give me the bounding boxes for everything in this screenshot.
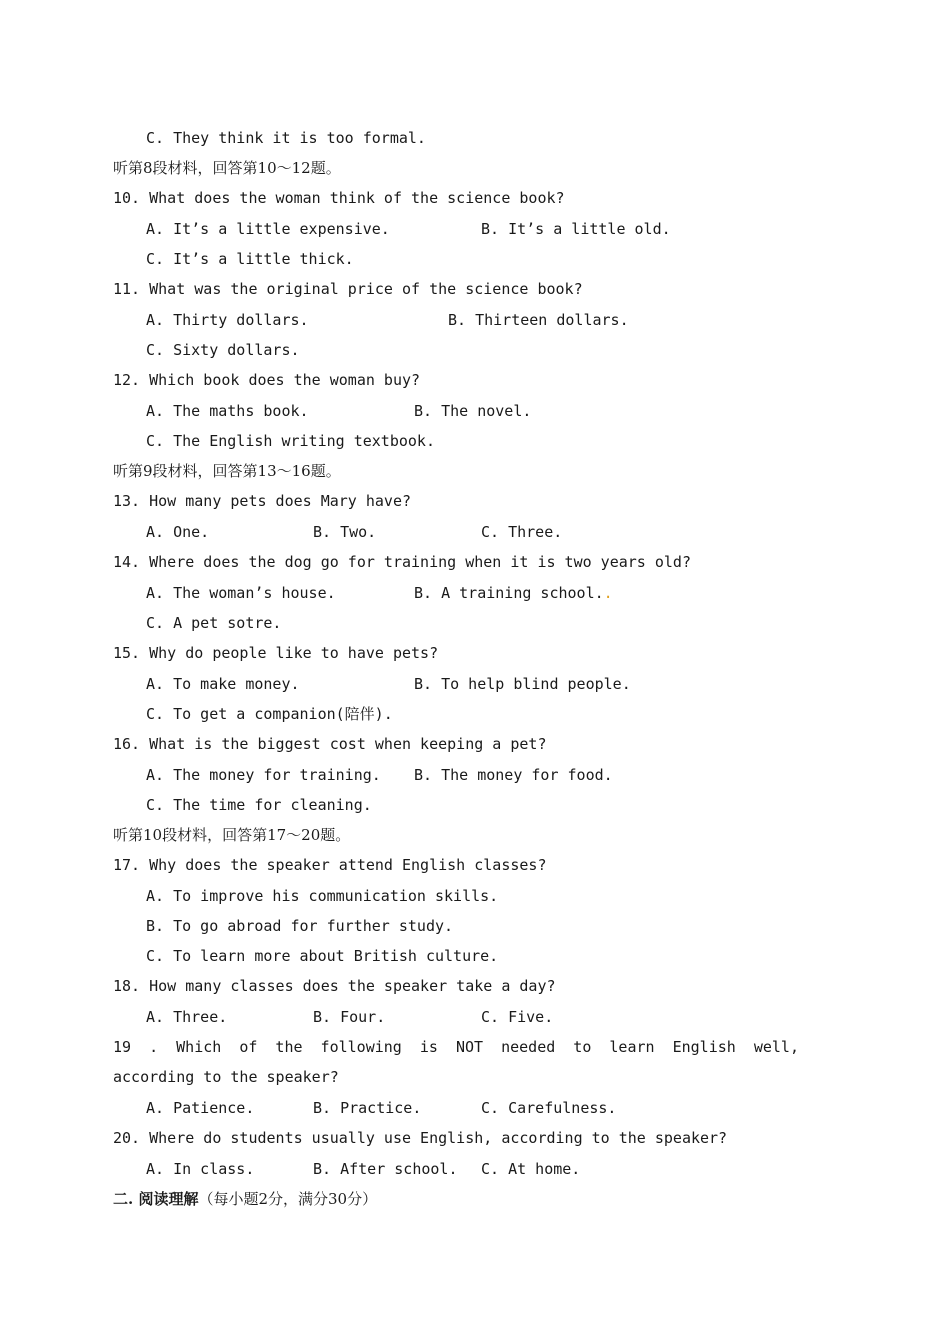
part-2-heading (113, 1189, 377, 1209)
q10-option-c: C. It’s a little thick. (146, 250, 354, 268)
q15-option-c: C. To get a companion(陪伴). (146, 705, 393, 723)
q10-stem: 10. What does the woman think of the science book? (113, 189, 565, 207)
q20-option-a: A. In class. (146, 1160, 255, 1178)
q20-option-c: C. At home. (481, 1160, 581, 1178)
q12-option-c: C. The English writing textbook. (146, 432, 435, 450)
q19-option-b: B. Practice. (313, 1099, 422, 1117)
q10-option-b: B. It’s a little old. (481, 220, 671, 238)
stray-mark: . (603, 584, 613, 602)
q19-stem-line2: according to the speaker? (113, 1068, 339, 1086)
q18-option-b: B. Four. (313, 1008, 386, 1026)
part-2-title: 二. 阅读理解 (113, 1190, 199, 1208)
part-2-scoring-note: （每小题2分，满分30分） (198, 1190, 378, 1208)
q13-stem: 13. How many pets does Mary have? (113, 492, 412, 510)
q16-stem: 16. What is the biggest cost when keeping a pet? (113, 735, 547, 753)
q11-option-b: B. Thirteen dollars. (448, 311, 629, 329)
section-10-header: 听第10段材料，回答第17～20题。 (113, 826, 351, 844)
q11-stem: 11. What was the original price of the science book? (113, 280, 583, 298)
q19-option-c: C. Carefulness. (481, 1099, 617, 1117)
q14-option-a: A. The woman’s house. (146, 584, 336, 602)
q15-stem: 15. Why do people like to have pets? (113, 644, 439, 662)
q19-option-a: A. Patience. (146, 1099, 255, 1117)
q9-option-c: C. They think it is too formal. (146, 129, 426, 147)
q13-option-c: C. Three. (481, 523, 563, 541)
q16-option-a: A. The money for training. (146, 766, 381, 784)
section-8-header: 听第8段材料，回答第10～12题。 (113, 159, 341, 177)
q15-option-a: A. To make money. (146, 675, 300, 693)
q14-stem: 14. Where does the dog go for training when it is two years old? (113, 553, 691, 571)
q16-option-b: B. The money for food. (414, 766, 613, 784)
q17-option-b: B. To go abroad for further study. (146, 917, 454, 935)
q17-option-c: C. To learn more about British culture. (146, 947, 499, 965)
q11-option-a: A. Thirty dollars. (146, 311, 309, 329)
q18-stem: 18. How many classes does the speaker take a day? (113, 977, 556, 995)
q19-stem-line1: 19 . Which of the following is NOT needed to learn English well, (113, 1038, 799, 1056)
q14-option-c: C. A pet sotre. (146, 614, 282, 632)
q14-option-b-wrap (414, 583, 613, 603)
q13-option-a: A. One. (146, 523, 210, 541)
q20-option-b: B. After school. (313, 1160, 458, 1178)
q15-option-b: B. To help blind people. (414, 675, 631, 693)
q18-option-a: A. Three. (146, 1008, 228, 1026)
q11-option-c: C. Sixty dollars. (146, 341, 300, 359)
q18-option-c: C. Five. (481, 1008, 554, 1026)
q12-stem: 12. Which book does the woman buy? (113, 371, 421, 389)
q17-stem: 17. Why does the speaker attend English classes? (113, 856, 547, 874)
q12-option-b: B. The novel. (414, 402, 532, 420)
q14-option-b: B. A training school. (414, 584, 604, 602)
q13-option-b: B. Two. (313, 523, 377, 541)
q12-option-a: A. The maths book. (146, 402, 309, 420)
q10-option-a: A. It’s a little expensive. (146, 220, 390, 238)
q16-option-c: C. The time for cleaning. (146, 796, 372, 814)
q20-stem: 20. Where do students usually use English, according to the speaker? (113, 1129, 728, 1147)
q17-option-a: A. To improve his communication skills. (146, 887, 499, 905)
section-9-header: 听第9段材料，回答第13～16题。 (113, 462, 341, 480)
